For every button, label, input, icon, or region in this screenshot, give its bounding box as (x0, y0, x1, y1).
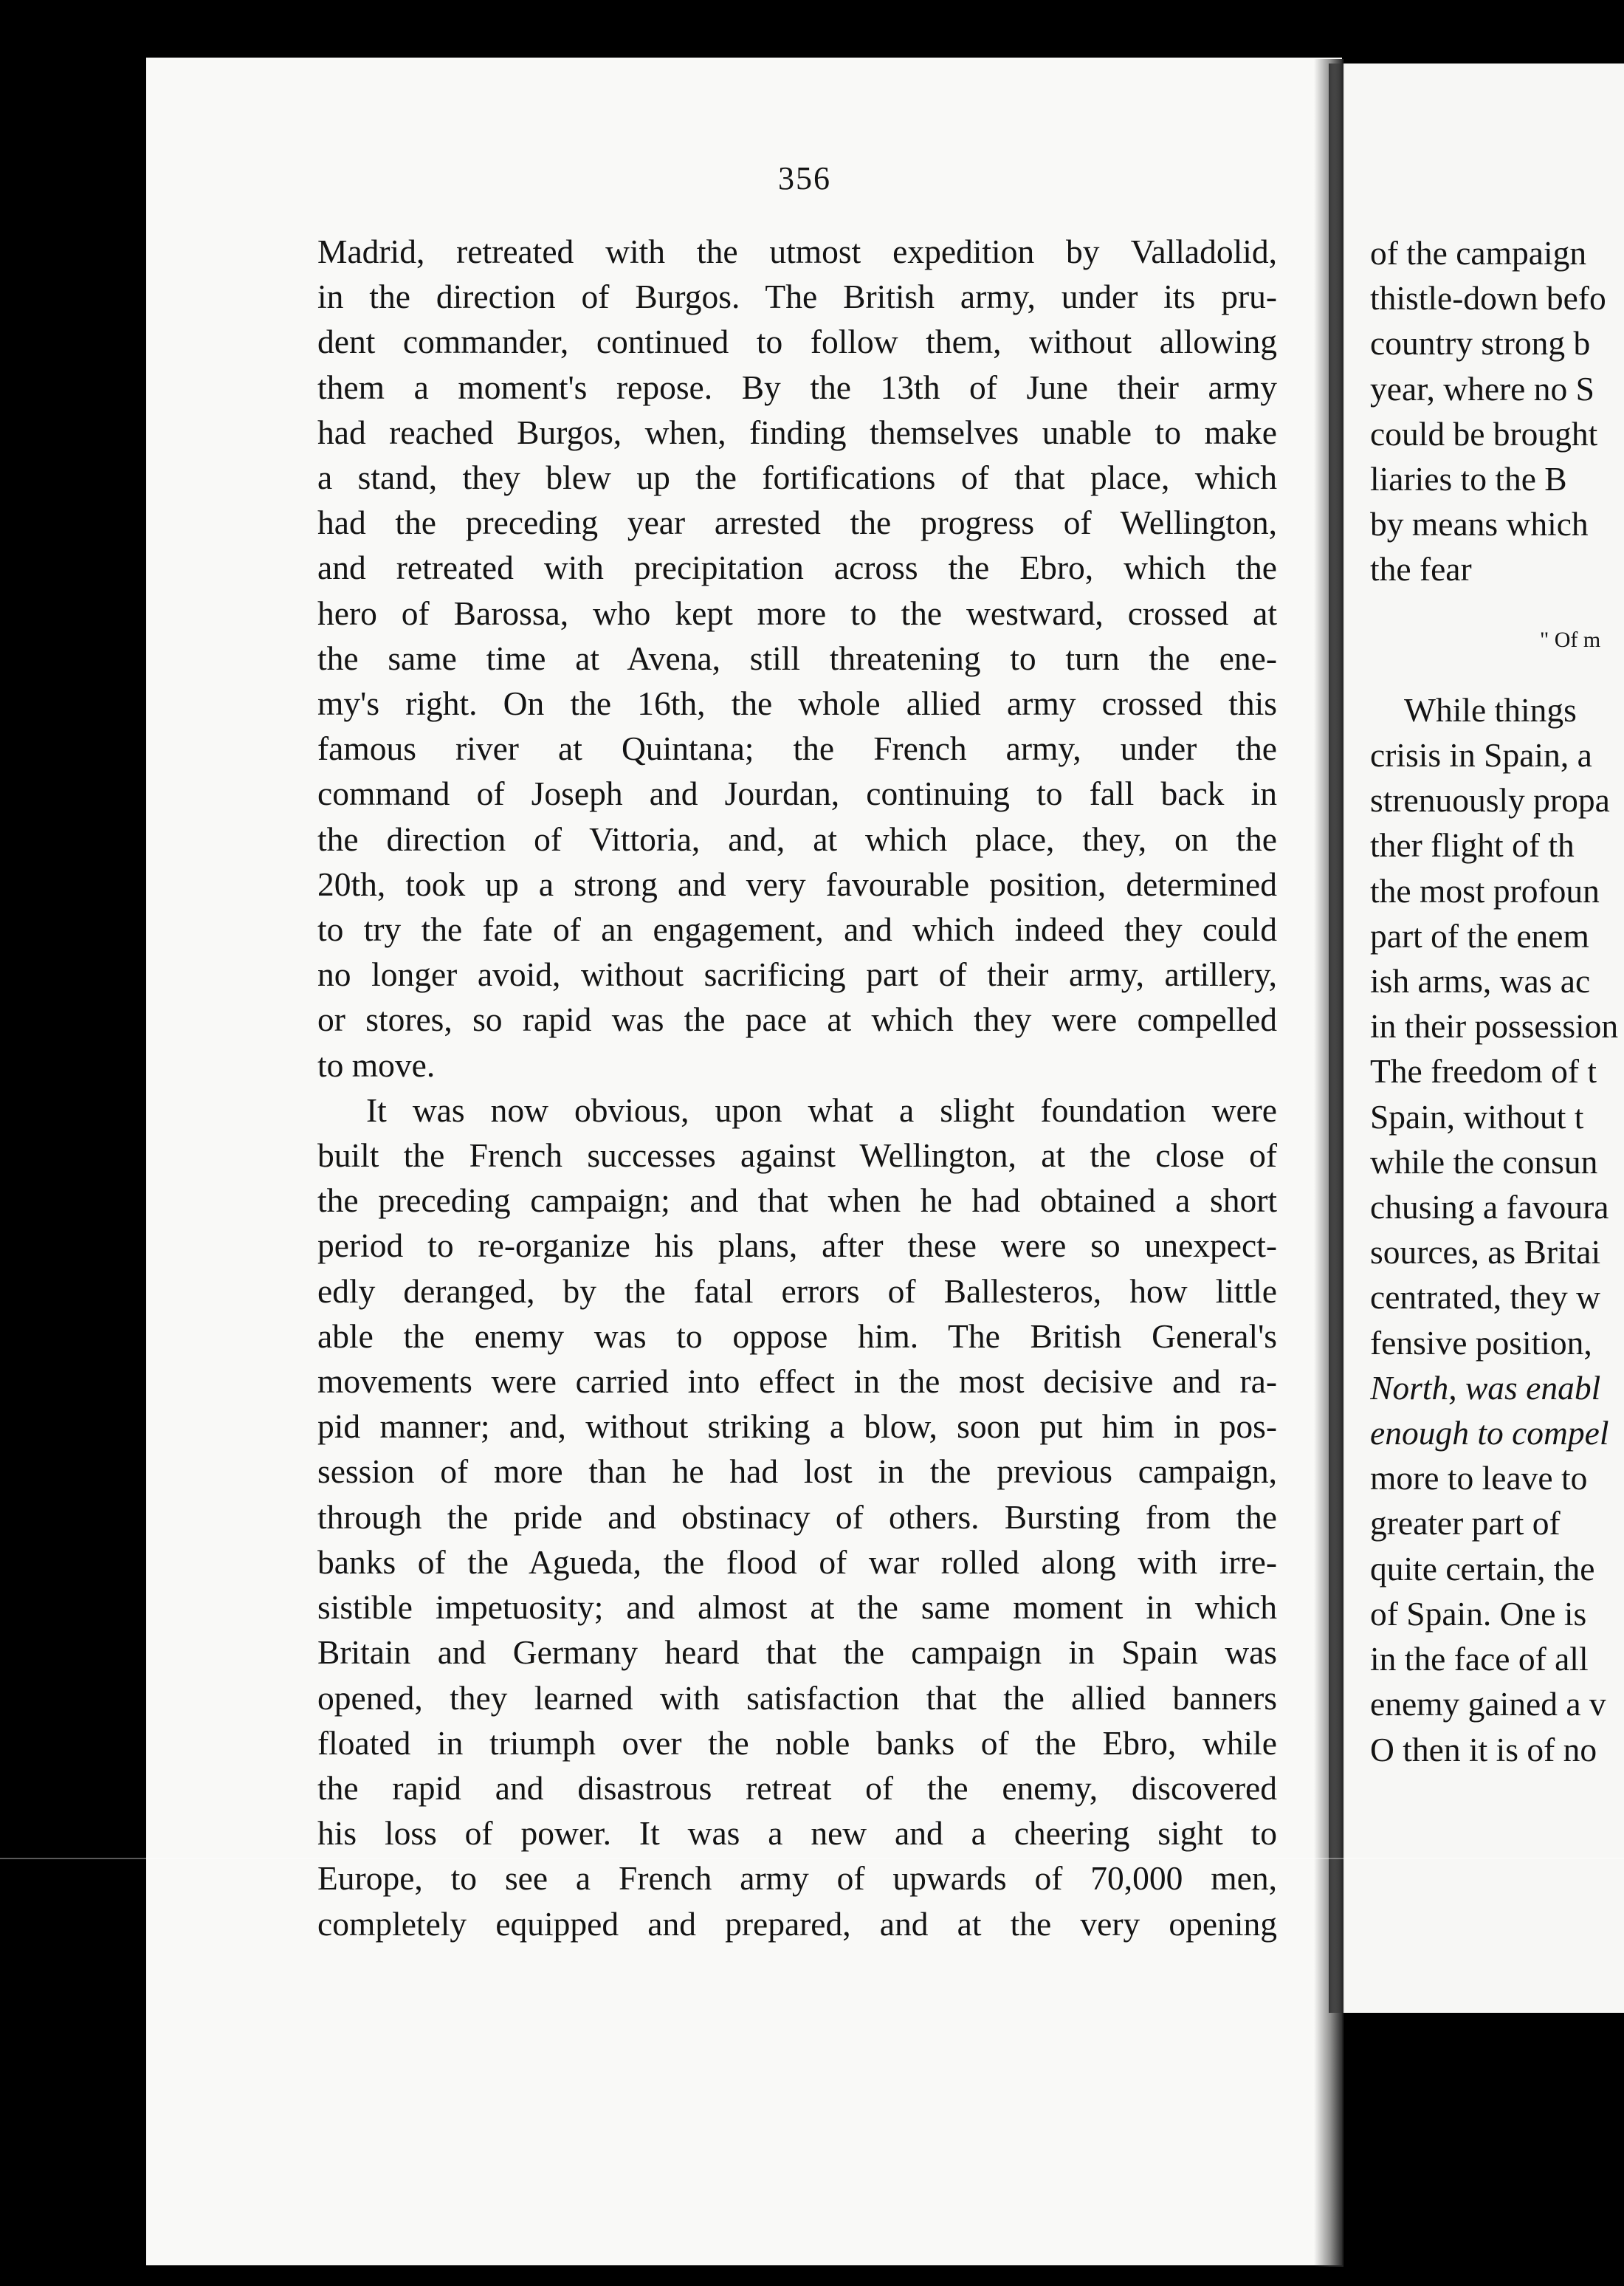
text-line: no longer avoid, without sacrificing part of their army, artillery, (317, 955, 1277, 994)
quote-fragment: " Of m (1540, 627, 1601, 652)
text-line: the direction of Vittoria, and, at which place, they, on the (317, 820, 1277, 858)
text-line: part of the enem (1370, 916, 1589, 955)
page-number-text: 356 (778, 160, 831, 196)
text-line: the fear (1370, 550, 1472, 588)
text-line: a stand, they blew up the fortifications of that place, which (317, 459, 1277, 497)
text-line: or stores, so rapid was the pace at which they were compelled (317, 1000, 1277, 1039)
text-line: greater part of (1370, 1504, 1561, 1542)
text-line: while the consun (1370, 1142, 1598, 1181)
spacer (1370, 592, 1624, 617)
page-number (0, 159, 1624, 197)
paragraph-2 (317, 1088, 1277, 1946)
text-line: centrated, they w (1370, 1278, 1601, 1317)
text-line: built the French successes against Wellington, at the close of (317, 1136, 1277, 1175)
text-line: able the enemy was to oppose him. The British General's (317, 1317, 1277, 1355)
text-line: sistible impetuosity; and almost at the same moment in which (317, 1588, 1277, 1627)
text-line: edly deranged, by the fatal errors of Ballesteros, how little (317, 1271, 1277, 1310)
paragraph-1 (317, 229, 1277, 1088)
text-line: ther flight of th (1370, 826, 1575, 865)
text-line: in the face of all (1370, 1640, 1589, 1678)
text-line: famous river at Quintana; the French army, under the (317, 730, 1277, 768)
text-line: O then it is of no (1370, 1730, 1597, 1768)
text-line: chusing a favoura (1370, 1188, 1609, 1226)
text-line: crisis in Spain, a (1370, 736, 1592, 775)
text-line: ish arms, was ac (1370, 962, 1591, 1000)
right-page-body (1370, 230, 1624, 1772)
text-line: movements were carried into effect in the most decisive and ra- (317, 1362, 1277, 1401)
text-line: them a moment's repose. By the 13th of June their army (317, 368, 1277, 406)
left-page-body (317, 229, 1277, 1946)
text-line: his loss of power. It was a new and a cheering sight to (317, 1814, 1277, 1853)
text-line: Europe, to see a French army of upwards of 70,000 men, (317, 1859, 1277, 1898)
text-line: country strong b (1370, 324, 1591, 363)
text-line: in the direction of Burgos. The British army, under its pru- (317, 278, 1277, 316)
text-line: of Spain. One is (1370, 1594, 1587, 1633)
text-line: thistle-down befo (1370, 279, 1606, 318)
text-line: opened, they learned with satisfaction that the allied banners (317, 1678, 1277, 1717)
text-line: liaries to the B (1370, 460, 1567, 498)
text-line: sources, as Britai (1370, 1233, 1601, 1271)
text-line: Britain and Germany heard that the campaign in Spain was (317, 1633, 1277, 1672)
text-line: quite certain, the (1370, 1549, 1595, 1588)
text-line: had reached Burgos, when, finding themselves unable to make (317, 413, 1277, 451)
text-line: North, was enabl (1370, 1368, 1601, 1407)
text-line: The freedom of t (1370, 1052, 1597, 1091)
text-line: year, where no S (1370, 369, 1594, 408)
text-line: in their possession (1370, 1007, 1619, 1046)
text-line: dent commander, continued to follow them, without allowing (317, 323, 1277, 361)
text-line: enemy gained a v (1370, 1685, 1606, 1723)
text-line: to try the fate of an engagement, and which indeed they could (317, 910, 1277, 949)
text-line: had the preceding year arrested the progress of Wellington, (317, 504, 1277, 542)
text-line: the preceding campaign; and that when he had obtained a short (317, 1181, 1277, 1220)
text-line: strenuously propa (1370, 781, 1610, 820)
text-line: through the pride and obstinacy of others. Bursting from the (317, 1497, 1277, 1536)
text-line: could be brought (1370, 414, 1598, 453)
text-line: my's right. On the 16th, the whole allied army crossed this (317, 684, 1277, 723)
text-line: to move. (317, 1046, 436, 1084)
text-line: the most profoun (1370, 871, 1600, 910)
text-line: While things (1404, 690, 1577, 729)
text-line: hero of Barossa, who kept more to the westward, crossed at (317, 594, 1277, 632)
text-line: command of Joseph and Jourdan, continuing to fall back in (317, 775, 1277, 813)
text-line: It was now obvious, upon what a slight foundation were (366, 1091, 1277, 1129)
text-line: pid manner; and, without striking a blow, soon put him in pos- (317, 1407, 1277, 1446)
text-line: more to leave to (1370, 1459, 1588, 1497)
text-line: of the campaign (1370, 234, 1587, 272)
spacer (1370, 662, 1624, 687)
scan-artifact-line (0, 1858, 1624, 1859)
text-line: banks of the Agueda, the flood of war rolled along with irre- (317, 1542, 1277, 1581)
text-line: fensive position, (1370, 1323, 1592, 1362)
text-line: and retreated with precipitation across the Ebro, which the (317, 549, 1277, 587)
text-line: Madrid, retreated with the utmost expedition by Valladolid, (317, 233, 1277, 270)
text-line: by means which (1370, 505, 1589, 543)
text-line: period to re-organize his plans, after these were so unexpect- (317, 1226, 1277, 1265)
text-line: Spain, without t (1370, 1097, 1584, 1136)
text-line: session of more than he had lost in the previous campaign, (317, 1452, 1277, 1491)
text-line: enough to compel (1370, 1414, 1609, 1452)
text-line: the same time at Avena, still threatening to turn the ene- (317, 639, 1277, 677)
gutter-shadow (1314, 59, 1343, 2267)
text-line: floated in triumph over the noble banks of the Ebro, while (317, 1723, 1277, 1762)
text-line: completely equipped and prepared, and at the very opening (317, 1904, 1277, 1943)
text-line: the rapid and disastrous retreat of the enemy, discovered (317, 1768, 1277, 1807)
text-line: 20th, took up a strong and very favourable position, determined (317, 865, 1277, 903)
